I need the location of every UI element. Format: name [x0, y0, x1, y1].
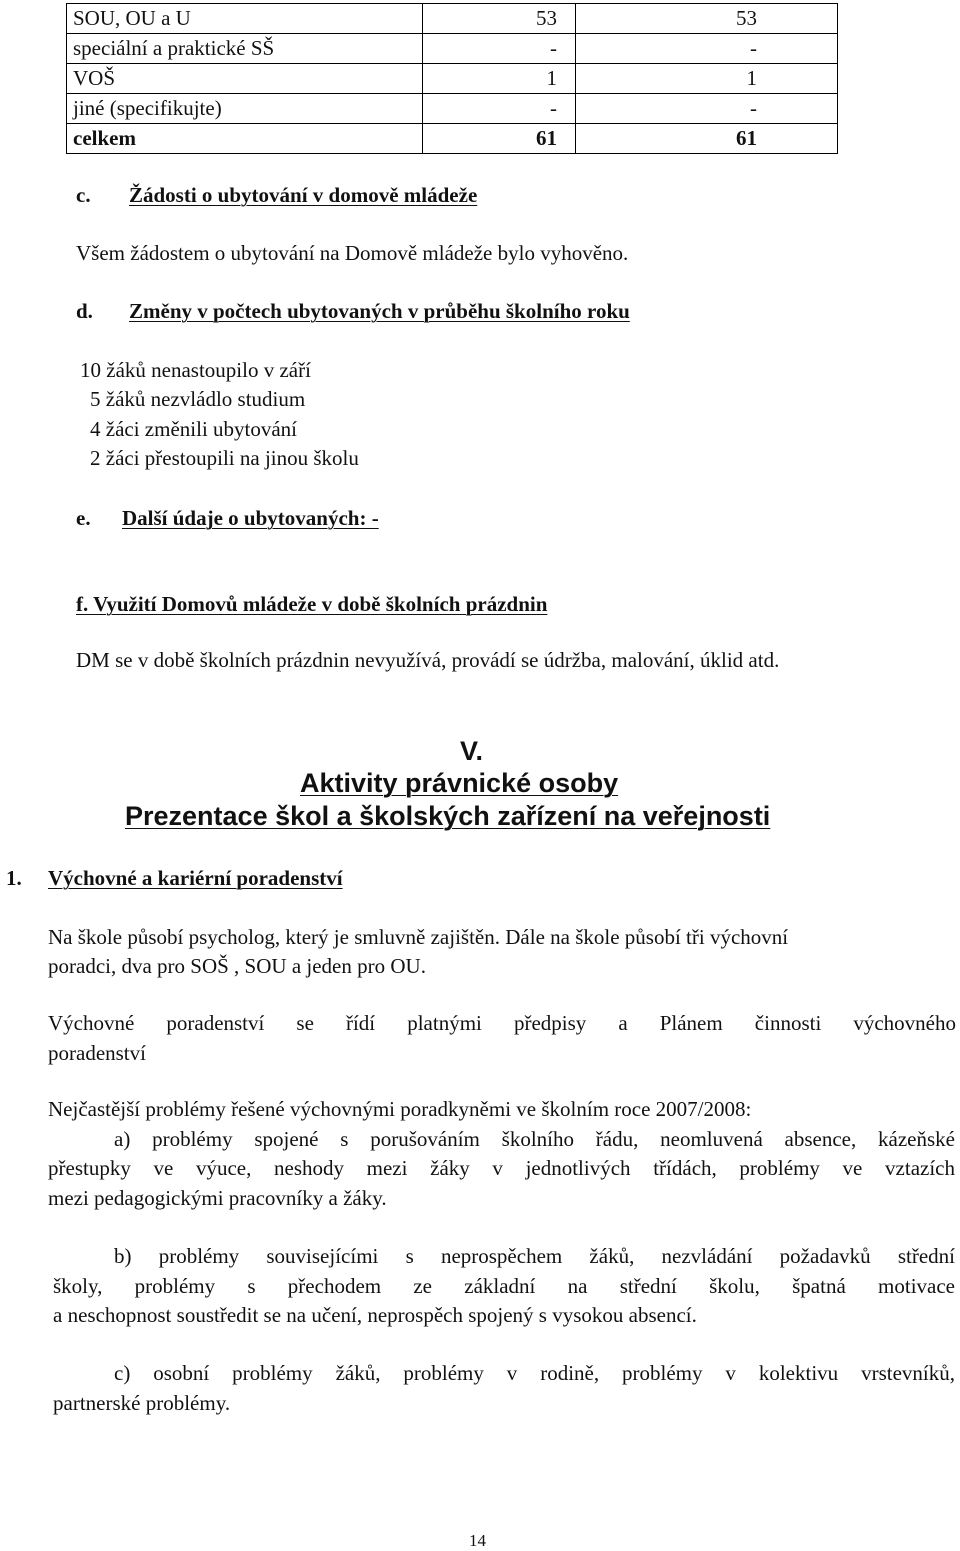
page-number: 14 [469, 1531, 486, 1550]
table-cell-value: - [576, 94, 838, 124]
problem-b-line: b) problémy souvisejícími s neprospěchem žáků, nezvládání požadavků střední [114, 1244, 955, 1268]
section-c-heading: Žádosti o ubytování v domově mládeže [129, 183, 478, 207]
section-f-heading: f. Využití Domovů mládeže v době školních prázdnin [76, 592, 548, 616]
problem-a-line: a) problémy spojené s porušováním školního řádu, neomluvená absence, kázeňské [114, 1127, 955, 1151]
paragraph-line: poradenství [48, 1041, 146, 1065]
section-d-letter: d. [76, 299, 93, 323]
table-row [67, 34, 838, 64]
accommodation-table [66, 3, 838, 154]
problem-c-line: c) osobní problémy žáků, problémy v rodině, problémy v kolektivu vrstevníků, [114, 1361, 955, 1385]
section-e-letter: e. [76, 506, 91, 530]
table-cell-value: 61 [423, 124, 576, 154]
table-total-row [67, 124, 838, 154]
problem-b-line: školy, problémy s přechodem ze základní na střední školu, špatná motivace [53, 1274, 955, 1298]
table-row [67, 64, 838, 94]
paragraph-line: Na škole působí psycholog, který je smluvně zajištěn. Dále na škole působí tři výchovní [48, 925, 789, 949]
paragraph-line: Výchovné poradenství se řídí platnými předpisy a Plánem činnosti výchovného [48, 1011, 956, 1035]
problem-c-line: partnerské problémy. [53, 1391, 231, 1415]
paragraph-line: Nejčastější problémy řešené výchovnými poradkyněmi ve školním roce 2007/2008: [48, 1097, 752, 1121]
problem-a-line: přestupky ve výuce, neshody mezi žáky v jednotlivých třídách, problémy ve vztazích [48, 1156, 955, 1180]
chapter-number: V. [460, 736, 484, 766]
section-f-text: DM se v době školních prázdnin nevyužívá, provádí se údržba, malování, úklid atd. [76, 648, 780, 672]
section-1-heading: Výchovné a kariérní poradenství [48, 866, 343, 890]
chapter-title: Aktivity právnické osoby [300, 768, 619, 798]
table-cell-value: - [423, 94, 576, 124]
table-cell-label: speciální a praktické SŠ [67, 34, 423, 64]
table-cell-value: 53 [576, 4, 838, 34]
table-cell-label: SOU, OU a U [67, 4, 423, 34]
table-cell-value: 1 [576, 64, 838, 94]
list-item: 5 žáků nezvládlo studium [90, 387, 306, 411]
chapter-subtitle: Prezentace škol a školských zařízení na veřejnosti [125, 801, 771, 831]
list-item: 10 žáků nenastoupilo v září [80, 358, 311, 382]
problem-a-line: mezi pedagogickými pracovníky a žáky. [48, 1186, 387, 1210]
table-cell-value: 53 [423, 4, 576, 34]
section-c-text: Všem žádostem o ubytování na Domově mládeže bylo vyhověno. [76, 241, 629, 265]
section-1-number: 1. [6, 866, 22, 890]
section-e-heading: Další údaje o ubytovaných: - [122, 506, 379, 530]
section-d-heading: Změny v počtech ubytovaných v průběhu školního roku [129, 299, 630, 323]
table-cell-value: - [423, 34, 576, 64]
table-row [67, 94, 838, 124]
table-cell-label: jiné (specifikujte) [67, 94, 423, 124]
section-c-letter: c. [76, 183, 91, 207]
list-item: 4 žáci změnili ubytování [90, 417, 298, 441]
list-item: 2 žáci přestoupili na jinou školu [90, 446, 359, 470]
table-row [67, 4, 838, 34]
table-cell-value: 1 [423, 64, 576, 94]
table-cell-value: 61 [576, 124, 838, 154]
paragraph-line: poradci, dva pro SOŠ , SOU a jeden pro OU. [48, 954, 426, 978]
problem-b-line: a neschopnost soustředit se na učení, neprospěch spojený s vysokou absencí. [53, 1303, 697, 1327]
table-cell-value: - [576, 34, 838, 64]
table-cell-label: celkem [67, 124, 423, 154]
table-cell-label: VOŠ [67, 64, 423, 94]
